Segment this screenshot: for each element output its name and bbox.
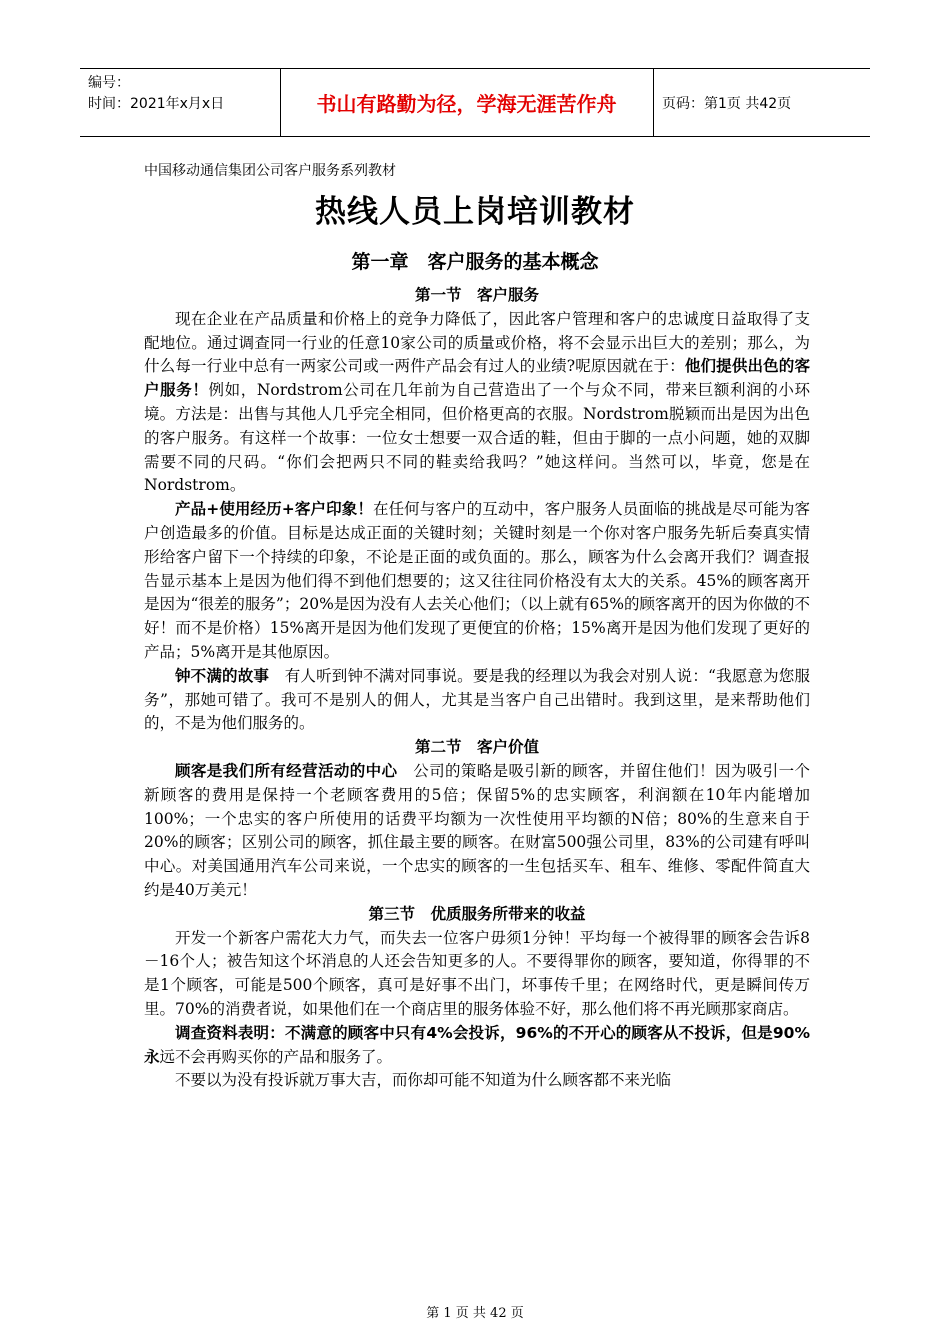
paragraph-text: 不要以为没有投诉就万事大吉，而你却可能不知道为什么顾客都不来光临: [175, 1071, 672, 1090]
paragraph-text: 远不会再购买你的产品和服务了。: [159, 1047, 393, 1066]
paragraph-text: 有人听到钟不满对同事说。要是我的经理以为我会对别人说：“我愿意为您服务”，那她可错了。我可不是别人的佣人，尤其是当客户自己出错时。我到这里，是来帮助他们的，不是为他们服务的。: [144, 666, 810, 733]
paragraph: [144, 1069, 810, 1093]
header-page-info: 页码：第1页 共42页: [662, 95, 792, 112]
bold-lead: 产品+使用经历+客户印象！: [175, 500, 373, 519]
bold-lead: 钟不满的故事: [175, 666, 270, 685]
paragraph: [144, 665, 810, 736]
page-footer: 第 1 页 共 42 页: [426, 1306, 524, 1321]
paragraph-text: 公司的策略是吸引新的顾客，并留住他们！因为吸引一个新顾客的费用是保持一个老顾客费用的5倍；保留5%的忠实顾客，利润额在10年内能增加100%；一个忠实的客户所使用的话费平均额为一次性使用平均额的N倍；80%的生意来自于20%的顾客；区别公司的顾客，抓住最主要的顾客。在财富500强公司里，83%的公司建有呼叫中心。对美国通用汽车公司来说，一个忠实的顾客的一生包括买车、租车、维修、零配件简直大约是40万美元！: [144, 761, 810, 899]
header-table: [80, 68, 870, 137]
number-label: 编号：: [88, 75, 130, 91]
paragraph: [144, 1022, 810, 1070]
section-title: 第二节 客户价值: [414, 738, 539, 757]
section-title: 第三节 优质服务所带来的收益: [368, 904, 586, 923]
section-title: 第一节 客户服务: [414, 286, 539, 304]
paragraph: [144, 760, 810, 903]
paragraph: [144, 927, 810, 1022]
paragraph: [144, 498, 810, 665]
header-meta: [88, 73, 278, 115]
paragraph: [144, 308, 810, 498]
paragraph-text: 例如，Nordstrom公司在几年前为自己营造出了一个与众不同，带来巨额利润的小环境。方法是：出售与其他人几乎完全相同，但价格更高的衣服。Nordstrom脱颖而出是因为出色的客户服务。有这样一个故事：一位女士想要一双合适的鞋，但由于脚的一点小问题，她的双脚需要不同的尺码。“你们会把两只不同的鞋卖给我吗？”她这样问。当然可以，毕竟，您是在Nordstrom。: [144, 381, 810, 495]
bold-lead: 调查资料表明：不满意的顾客中只有4%会投诉，96%的不开心的顾客从不投诉，但是90%永: [144, 1023, 810, 1066]
document-body: [144, 284, 810, 1093]
paragraph-text: 开发一个新客户需花大力气，而失去一位客户毋须1分钟！平均每一个被得罪的顾客会告诉8－16个人；被告知这个坏消息的人还会告知更多的人。不要得罪你的顾客，要知道，你得罪的不是1个顾客，可能是500个顾客，真可是好事不出门，坏事传千里；在网络时代，更是瞬间传万里。70%的消费者说，如果他们在一个商店里的服务体验不好，那么他们将不再光顾那家商店。: [144, 928, 810, 1018]
paragraph-text: 在任何与客户的互动中，客户服务人员面临的挑战是尽可能为客户创造最多的价值。目标是达成正面的关键时刻；关键时刻是一个你对客户服务先斩后奏真实情形给客户留下一个持续的印象，不论是正面的或负面的。那么，顾客为什么会离开我们？调查报告显示基本上是因为他们得不到他们想要的；这又往往同价格没有太大的关系。45%的顾客离开是因为“很差的服务”；20%是因为没有人去关心他们；（以上就有65%的顾客离开的因为你做的不好！而不是价格）15%离开是因为他们发现了更便宜的价格；15%离开是因为他们发现了更好的产品；5%离开是其他原因。: [144, 500, 811, 661]
series-title: 中国移动通信集团公司客户服务系列教材: [144, 163, 396, 179]
header-divider: [653, 69, 654, 136]
bold-emphasis: 他们提供出色的客户服务！: [144, 357, 810, 400]
document-title: 热线人员上岗培训教材: [315, 194, 635, 230]
time-label: 时间：2021年x月x日: [88, 96, 225, 112]
bold-lead: 顾客是我们所有经营活动的中心: [175, 761, 398, 780]
paragraph-text: 现在企业在产品质量和价格上的竞争力降低了，因此客户管理和客户的忠诚度日益取得了支配地位。通过调查同一行业的任意10家公司的质量或价格，将不会显示出巨大的差别；那么，为什么每一行业中总有一两家公司或一两件产品会有过人的业绩?呢原因就在于：: [144, 309, 810, 376]
header-motto: 书山有路勤为径，学海无涯苦作舟: [316, 92, 617, 116]
chapter-title: 第一章 客户服务的基本概念: [351, 251, 599, 273]
